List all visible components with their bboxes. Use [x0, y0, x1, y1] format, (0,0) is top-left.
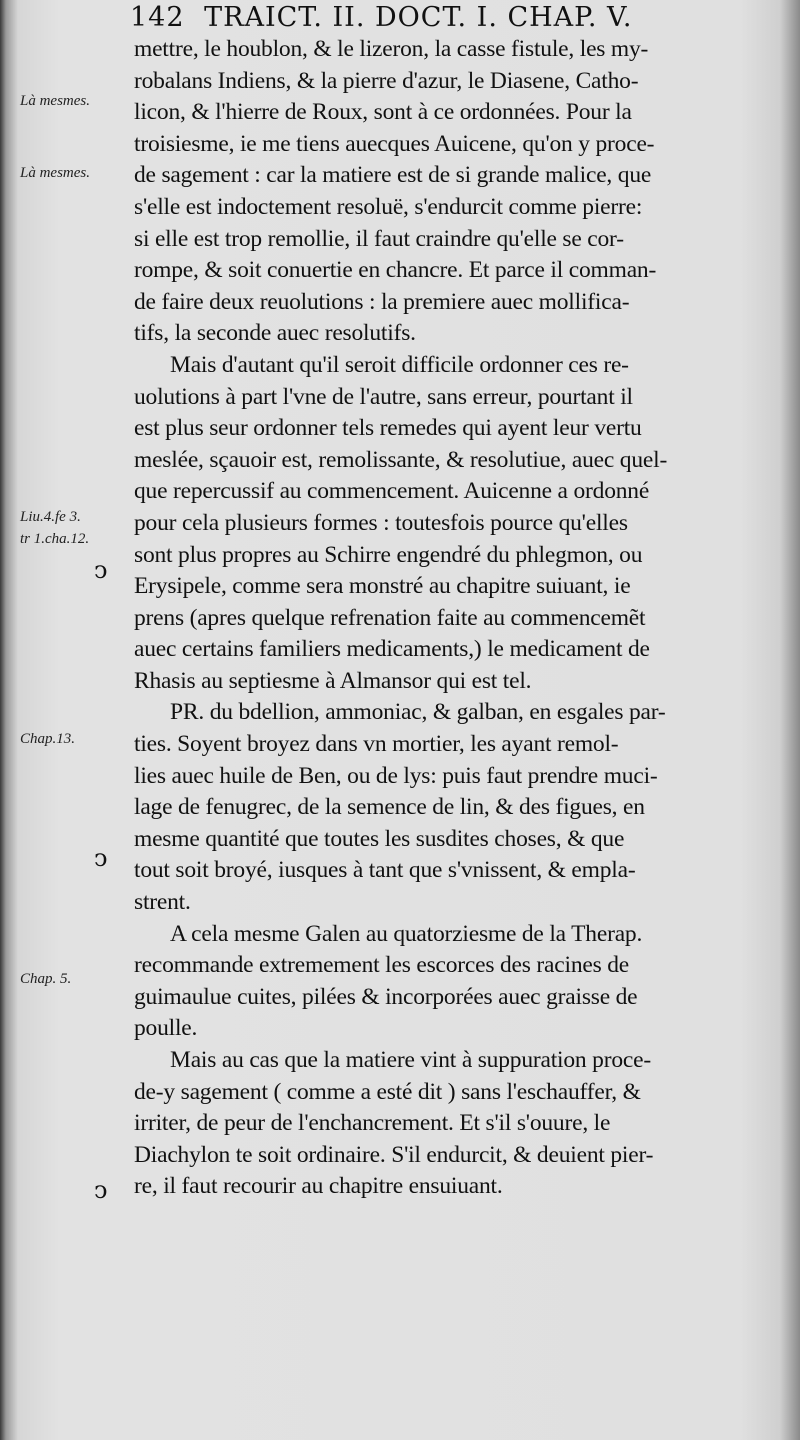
- margin-note: Là mesmes.: [20, 93, 90, 109]
- text-line: ties. Soyent broyez dans vn mortier, les ayant remol-: [134, 731, 619, 758]
- text-line: guimaulue cuites, pilées & incorporées auec graisse de: [134, 983, 638, 1010]
- margin-note-chapter: Chap.13.: [20, 731, 76, 747]
- text-line: recommande extremement les escorces des racines de: [134, 952, 630, 979]
- text-line: strent.: [134, 889, 191, 916]
- text-line: irriter, de peur de l'enchancrement. Et s'il s'ouure, le: [134, 1110, 611, 1137]
- page-number: 142: [130, 2, 185, 33]
- text-line: que repercussif au commencement. Auicenne a ordonné: [134, 478, 650, 505]
- margin-note-chapter: Chap. 5.: [20, 971, 72, 987]
- text-line: A cela mesme Galen au quatorziesme de la Therap.: [170, 920, 643, 947]
- text-line: troisiesme, ie me tiens auecques Auicene, qu'on y proce-: [134, 130, 655, 157]
- text-line: de faire deux reuolutions : la premiere auec mollifica-: [134, 288, 630, 315]
- text-line: Mais d'autant qu'il seroit difficile ordonner ces re-: [170, 351, 629, 378]
- text-line: robalans Indiens, & la pierre d'azur, le Diasene, Catho-: [134, 67, 639, 94]
- text-line: auec certains familiers medicaments,) le medicament de: [134, 636, 650, 663]
- text-line: mettre, le houblon, & le lizeron, la casse fistule, les my-: [134, 36, 649, 62]
- text-line: s'elle est indoctement resoluë, s'endurcit comme pierre:: [134, 193, 643, 220]
- text-line: Mais au cas que la matiere vint à suppuration proce-: [170, 1047, 651, 1073]
- text-line: prens (apres quelque refrenation faite au commencemẽt: [134, 604, 646, 631]
- text-line: re, il faut recourir au chapitre ensuiuant.: [134, 1173, 503, 1200]
- margin-note-reference: Liu.4.fe 3. tr 1.cha.12.: [20, 509, 90, 547]
- text-line: lies auec huile de Ben, ou de lys: puis faut prendre muci-: [134, 762, 658, 789]
- text-line: est plus seur ordonner tels remedes qui ayent leur vertu: [134, 415, 642, 442]
- text-line: tifs, la seconde auec resolutifs.: [134, 320, 416, 347]
- text-line: Diachylon te soit ordinaire. S'il endurcit, & deuient pier-: [134, 1141, 654, 1168]
- text-line: lage de fenugrec, de la semence de lin, & des figues, en: [134, 794, 645, 821]
- text-line: tout soit broyé, iusques à tant que s'vnissent, & empla-: [134, 857, 636, 884]
- text-line: Rhasis au septiesme à Almansor qui est tel.: [134, 667, 532, 694]
- text-line: sont plus propres au Schirre engendré du phlegmon, ou: [134, 541, 643, 568]
- main-text: [134, 34, 774, 1203]
- text-line: si elle est trop remollie, il faut craindre qu'elle se cor-: [134, 225, 624, 252]
- text-line: Erysipele, comme sera monstré au chapitre suiuant, ie: [134, 573, 631, 600]
- running-title: TRAICT. II. DOCT. I. CHAP. V.: [204, 2, 633, 33]
- text-line: meslée, sçauoir est, remolissante, & resolutiue, auec quel-: [134, 446, 668, 473]
- text-line: poulle.: [134, 1015, 198, 1042]
- marginal-mark-icon: ↄ: [94, 1176, 108, 1204]
- running-header: [130, 2, 790, 32]
- text-line: de sagement : car la matiere est de si grande malice, que: [134, 162, 652, 189]
- marginal-mark-icon: ↄ: [94, 844, 108, 872]
- text-line: licon, & l'hierre de Roux, sont à ce ordonnées. Pour la: [134, 99, 632, 126]
- text-line: pour cela plusieurs formes : toutesfois pource qu'elles: [134, 509, 628, 536]
- text-line: rompe, & soit conuertie en chancre. Et parce il comman-: [134, 257, 657, 284]
- margin-note: Là mesmes.: [20, 165, 90, 181]
- text-line: mesme quantité que toutes les susdites choses, & que: [134, 825, 625, 852]
- text-line: PR. du bdellion, ammoniac, & galban, en esgales par-: [170, 699, 666, 726]
- text-line: uolutions à part l'vne de l'autre, sans erreur, pourtant il: [134, 383, 633, 410]
- marginal-mark-icon: ↄ: [94, 556, 108, 584]
- text-line: de-y sagement ( comme a esté dit ) sans l'eschauffer, &: [134, 1078, 641, 1105]
